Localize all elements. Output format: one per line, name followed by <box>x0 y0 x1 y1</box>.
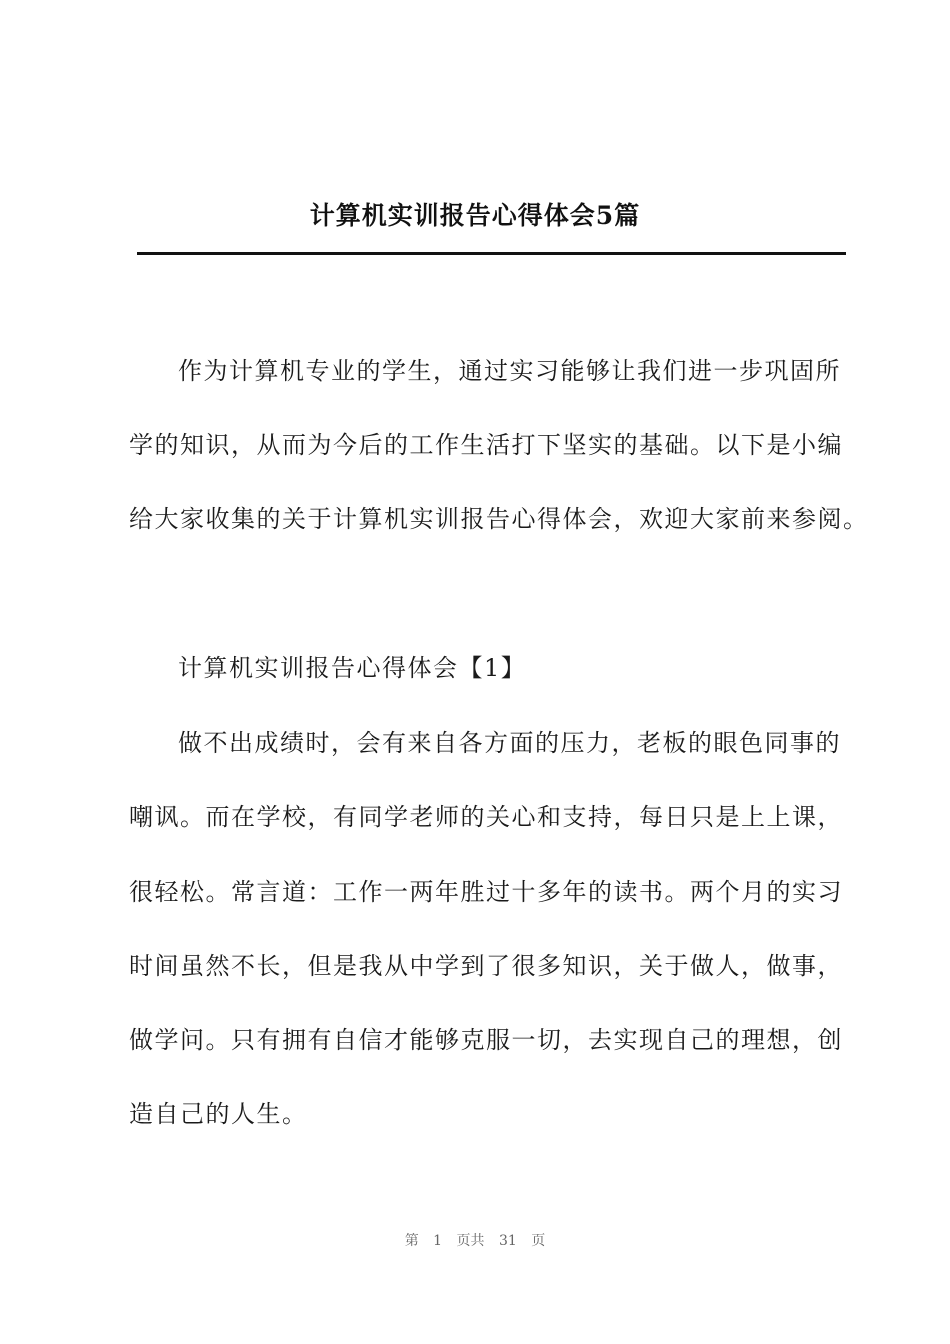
body-line-1: 做不出成绩时，会有来自各方面的压力，老板的眼色同事的 <box>178 729 841 757</box>
intro-line-3: 给大家收集的关于计算机实训报告心得体会，欢迎大家前来参阅。 <box>129 505 869 533</box>
page-footer: 第 1 页共 31 页 <box>404 1233 546 1249</box>
body-line-5: 做学问。只有拥有自信才能够克服一切，去实现自己的理想，创 <box>129 1026 843 1054</box>
title-divider <box>137 252 846 255</box>
body-line-3: 很轻松。常言道：工作一两年胜过十多年的读书。两个月的实习 <box>129 878 843 906</box>
intro-line-1: 作为计算机专业的学生，通过实习能够让我们进一步巩固所 <box>178 357 841 385</box>
body-line-6: 造自己的人生。 <box>129 1100 308 1128</box>
page-title: 计算机实训报告心得体会5篇 <box>309 201 641 230</box>
body-line-2: 嘲讽。而在学校，有同学老师的关心和支持，每日只是上上课， <box>129 803 843 831</box>
intro-line-2: 学的知识，从而为今后的工作生活打下坚实的基础。以下是小编 <box>129 431 843 459</box>
section-heading: 计算机实训报告心得体会【1】 <box>178 654 527 682</box>
body-line-4: 时间虽然不长，但是我从中学到了很多知识，关于做人，做事， <box>129 952 843 980</box>
